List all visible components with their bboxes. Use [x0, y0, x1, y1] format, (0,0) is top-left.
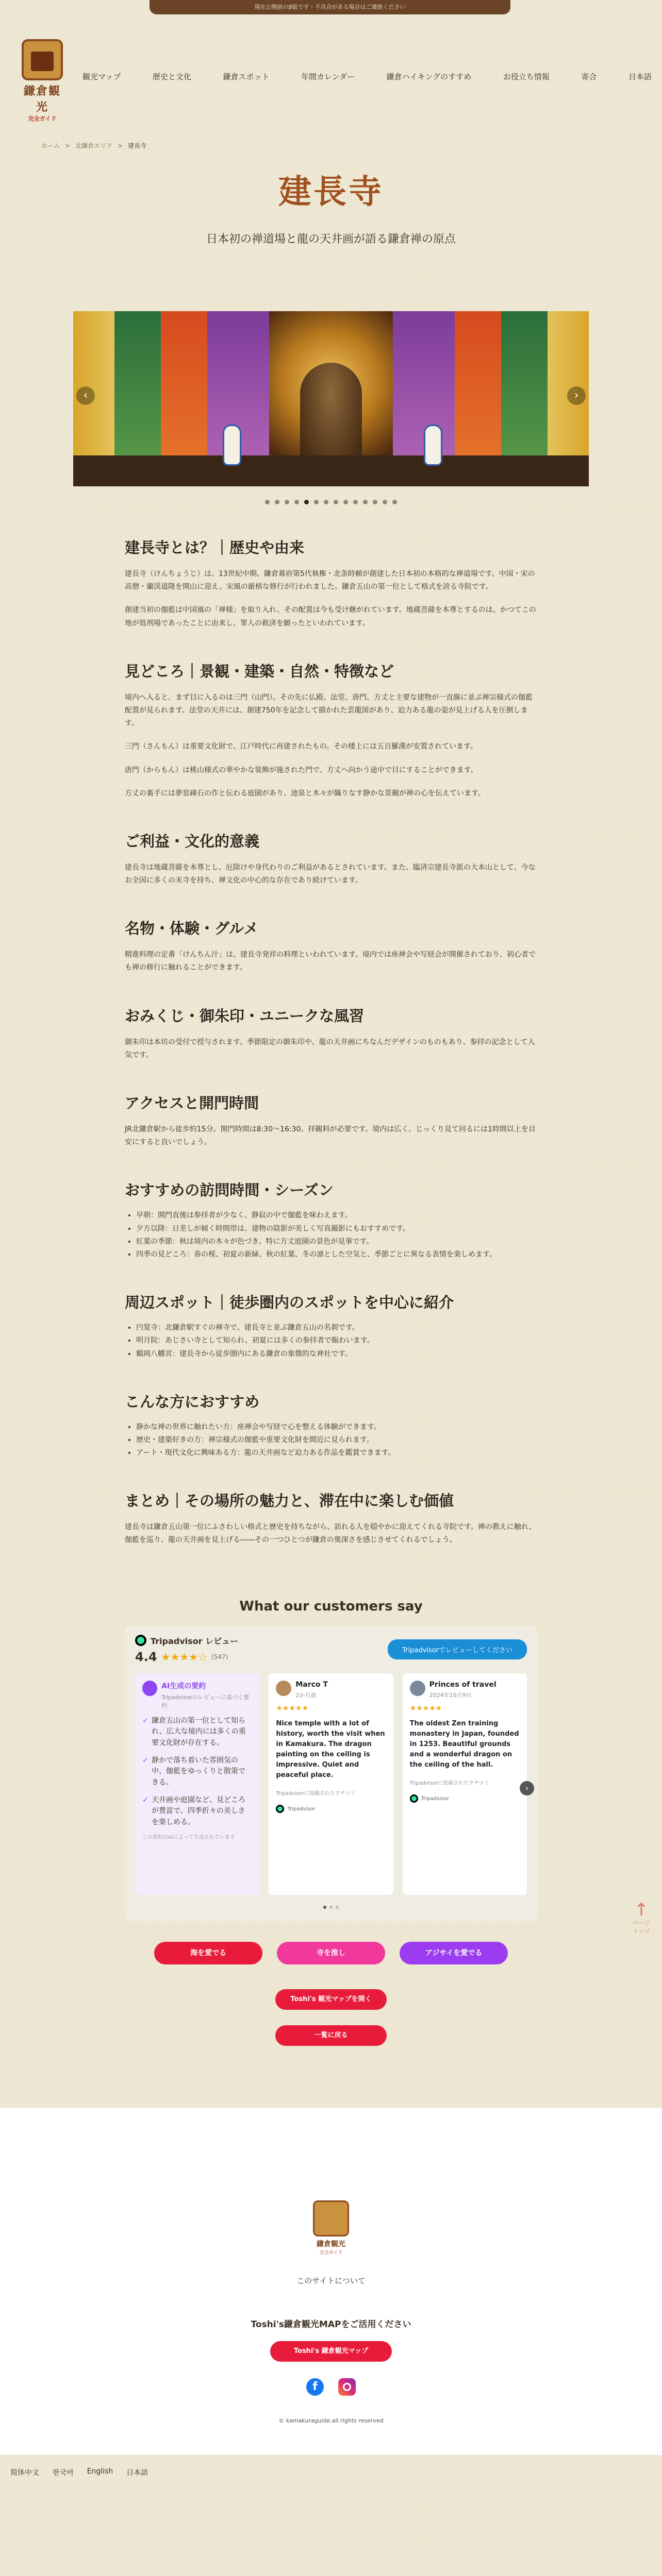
main-nav: [82, 71, 652, 82]
logo-sub: 完全ガイド: [28, 115, 57, 122]
footer-logo-sub: 完全ガイド: [319, 2250, 343, 2256]
reviews-heading: What our customers say: [239, 1598, 423, 1614]
instagram-icon[interactable]: [338, 2378, 356, 2396]
list-item: • 歴史・建築好きの方：禅宗様式の伽藍や重要文化財を間近に見られます。: [136, 1434, 537, 1447]
section-list: [125, 1321, 537, 1361]
section-paragraph: 御朱印は本坊の受付で授与されます。季節限定の御朱印や、龍の天井画にちなんだデザインのものもあり、参拝の記念として人気です。: [125, 1038, 535, 1059]
section-heading: おすすめの訪問時間・シーズン: [125, 1181, 334, 1199]
list-item: • 早朝：開門直後は参拝者が少なく、静寂の中で伽藍を味わえます。: [136, 1209, 537, 1222]
section-heading: 建長寺とは？｜歴史や由来: [125, 539, 305, 556]
section-list: [125, 1421, 537, 1460]
section-list: [125, 1209, 537, 1261]
reviews-next-icon[interactable]: ›: [520, 1781, 534, 1795]
social-links: [0, 2378, 662, 2396]
list-item: • 夕方以降：日差しが傾く時間帯は、建物の陰影が美しく写真撮影にもおすすめです。: [136, 1223, 537, 1235]
ai-summary-item: ✓ 天井画や庭園など、見どころが豊富で、四季折々の美しさを楽しめる。: [142, 1795, 252, 1828]
section-paragraph: 創建当初の伽藍は中国風の「禅様」を取り入れ、その配置は今も受け継がれています。地蔵菩薩を本尊とするのは、かつてこの地が処刑場であったことに由来し、罪人の救済を願ったといわれています。: [125, 606, 536, 628]
review-source: [410, 1794, 520, 1803]
section-paragraph: 境内へ入ると、まず目に入るのは三門（山門）。その先に仏殿、法堂、唐門、方丈と主要な建物が一直線に並ぶ禅宗様式の伽藍配置が見られます。法堂の天井には、創建750年を記念して描かれた雲龍図があり、迫力ある龍の姿が見上げる人を圧倒します。: [125, 693, 533, 728]
reviewer-name: Princes of travel: [429, 1680, 496, 1689]
article-section: [125, 660, 537, 800]
review-text: Nice temple with a lot of history, worth the visit when in Kamakura. The dragon painting on the ceiling is impressive. Quiet and peaceful place.: [276, 1719, 385, 1780]
review-text: The oldest Zen training monastery in Japan, founded in 1253. Beautiful grounds and a wonderful dragon on the ceiling of the hall.: [409, 1719, 519, 1769]
section-heading: 名物・体験・グルメ: [125, 920, 259, 938]
carousel-dot[interactable]: [265, 500, 270, 504]
review-stars: ★★★★★: [276, 1704, 309, 1713]
article-section: [125, 1291, 537, 1361]
ai-source: Tripadvisorのレビューに基づく要約: [161, 1693, 250, 1709]
review-card[interactable]: [403, 1673, 527, 1895]
carousel-dot[interactable]: [334, 500, 338, 504]
breadcrumb: ホーム > 北鎌倉エリア > 建長寺: [41, 142, 147, 149]
article-section: [125, 1489, 537, 1547]
list-item: • アート・現代文化に興味ある方：龍の天井画など迫力ある作品を鑑賞できます。: [136, 1447, 537, 1460]
carousel-dot[interactable]: [383, 500, 387, 504]
breadcrumb-home[interactable]: ホーム: [41, 142, 60, 149]
carousel-dot[interactable]: [363, 500, 368, 504]
site-logo[interactable]: [19, 39, 66, 123]
avatar: [410, 1681, 425, 1696]
like-sea-button[interactable]: 海を愛でる: [154, 1942, 262, 1964]
article-section: [125, 536, 537, 630]
section-heading: ご利益・文化的意義: [125, 832, 260, 850]
article-section: [125, 1092, 537, 1149]
carousel-dot[interactable]: [285, 500, 289, 504]
section-heading: まとめ｜その場所の魅力と、滞在中に楽しむ価値: [125, 1492, 454, 1510]
page-title: 建長寺: [278, 173, 384, 211]
review-source: [276, 1805, 386, 1813]
review-posted: Tripadvisorに投稿されたクチコミ: [276, 1791, 356, 1797]
ai-summary-item: ✓ 鎌倉五山の第一位として知られ、広大な境内には多くの重要文化財が存在する。: [142, 1716, 252, 1749]
carousel-prev-icon[interactable]: ‹: [76, 386, 95, 405]
carousel-dot[interactable]: [343, 500, 348, 504]
facebook-icon[interactable]: f: [306, 2378, 324, 2396]
ai-title: AI生成の要約: [161, 1682, 206, 1690]
vase-right: [424, 425, 442, 466]
carousel-dot[interactable]: [353, 500, 358, 504]
footer-logo-name: 鎌倉観光: [317, 2240, 345, 2248]
tripadvisor-icon: [276, 1805, 284, 1813]
site-header: [0, 15, 662, 122]
review-source-label: Tripadvisor: [287, 1806, 316, 1812]
breadcrumb-area[interactable]: 北鎌倉エリア: [75, 142, 113, 149]
section-heading: 見どころ｜景観・建築・自然・特徴など: [125, 662, 394, 680]
review-stars: ★★★★★: [409, 1704, 442, 1713]
review-posted: Tripadvisorに投稿されたクチコミ: [409, 1781, 489, 1787]
reviews-section: [0, 1599, 662, 1921]
page-subtitle: 日本初の禅道場と龍の天井画が語る鎌倉禅の原点: [206, 233, 456, 246]
article-section: [125, 1005, 537, 1062]
back-to-list-button[interactable]: 一覧に戻る: [275, 2025, 387, 2046]
copyright: © kamakuraguide.all rights reserved: [278, 2417, 384, 2424]
nav-hiking[interactable]: 鎌倉ハイキングのすすめ: [386, 72, 472, 81]
footer-logo[interactable]: [313, 2200, 349, 2236]
photo-carousel[interactable]: [73, 311, 589, 486]
tripadvisor-label: Tripadvisor レビュー: [151, 1636, 239, 1646]
logo-name: 鎌倉観光: [23, 84, 61, 114]
section-paragraph: 唐門（からもん）は桃山様式の華やかな装飾が施された門で、方丈へ向かう途中で目にすることができます。: [125, 766, 478, 774]
rating-score: 4.4: [135, 1649, 157, 1664]
ai-summary-card: [135, 1673, 259, 1895]
breadcrumb-current: 建長寺: [128, 142, 147, 149]
carousel-dot[interactable]: [314, 500, 319, 504]
nav-forum[interactable]: 寄合: [581, 72, 597, 81]
reviews-widget: [125, 1626, 537, 1921]
top-notice: 現在公開前のβ版です・不具合がある場合はご連絡ください: [150, 0, 510, 14]
reviewer-name: Marco T: [295, 1680, 328, 1689]
section-paragraph: 精進料理の定番「けんちん汁」は、建長寺発祥の料理といわれています。境内では座禅会や写経会が開催されており、初心者でも禅の修行に触れることができます。: [125, 951, 536, 972]
logo-mark: [22, 39, 63, 80]
page-top-button[interactable]: [631, 1901, 652, 1935]
vase-left: [223, 425, 241, 466]
ai-icon: [142, 1681, 157, 1696]
tripadvisor-icon: [135, 1635, 146, 1646]
review-date: 2か月前: [295, 1691, 317, 1699]
list-item: • 四季の見どころ：春の桜、初夏の新緑、秋の紅葉、冬の凛とした空気と、季節ごとに異なる表情を楽しめます。: [136, 1248, 537, 1261]
section-heading: おみくじ・御朱印・ユニークな風習: [125, 1007, 365, 1025]
nav-calendar[interactable]: 年間カレンダー: [301, 72, 355, 81]
ai-summary-item: ✓ 静かで落ち着いた雰囲気の中、伽藍をゆっくりと散策できる。: [142, 1755, 252, 1789]
section-paragraph: 三門（さんもん）は重要文化財で、江戸時代に再建されたもの。その楼上には五百羅漢が安置されています。: [125, 742, 478, 751]
section-heading: アクセスと開門時間: [125, 1094, 259, 1112]
avatar: [276, 1681, 291, 1696]
review-source-label: Tripadvisor: [421, 1795, 450, 1802]
nav-spots[interactable]: 鎌倉スポット: [223, 72, 270, 81]
list-item: • 円覚寺：北鎌倉駅すぐの禅寺で、建長寺と並ぶ鎌倉五山の名刹です。: [136, 1321, 537, 1334]
section-paragraph: 方丈の裏手には夢窓疎石の作と伝わる庭園があり、池泉と木々が織りなす静かな景観が禅の心を伝えています。: [125, 789, 485, 798]
section-paragraph: 建長寺は地蔵菩薩を本尊とし、厄除けや身代わりのご利益があるとされています。また、臨済宗建長寺派の大本山として、今なお全国に多くの末寺を持ち、禅文化の中心的な存在であり続けています。: [125, 863, 536, 885]
nav-map[interactable]: 観光マップ: [82, 72, 121, 81]
tripadvisor-brand: [135, 1635, 238, 1647]
about-link[interactable]: このサイトについて: [296, 2276, 366, 2285]
footer-question: Toshi's鎌倉観光MAPをご活用ください: [251, 2319, 411, 2330]
section-paragraph: 建長寺（けんちょうじ）は、13世紀中期、鎌倉幕府第5代執権・北条時頼が創建した日本初の本格的な禅道場です。中国・宋の高僧・蘭渓道隆を開山に迎え、宋風の厳格な修行が行われました。鎌倉五山の第一位として格式を誇る寺院です。: [125, 570, 535, 591]
reviews-pager: [135, 1901, 527, 1911]
rating-stars: ★★★★☆: [161, 1650, 208, 1663]
section-paragraph: 建長寺は鎌倉五山第一位にふさわしい格式と歴史を持ちながら、訪れる人を穏やかに迎えてくれる寺院です。禅の教えに触れ、伽藍を巡り、龍の天井画を見上げる――その一つひとつが鎌倉の奥深さを感じさせてくれるでしょう。: [125, 1523, 536, 1545]
nav-language[interactable]: 日本語: [628, 72, 652, 81]
lang-en[interactable]: English: [87, 2467, 113, 2476]
page-top-label: ページトップ: [633, 1920, 650, 1935]
nav-info[interactable]: お役立ち情報: [503, 72, 550, 81]
arrow-up-icon: ↑: [634, 1900, 649, 1920]
section-paragraph: JR北鎌倉駅から徒歩約15分。開門時間は8:30〜16:30。拝観料が必要です。境内は広く、じっくり見て回るには1時間以上を目安にすると良いでしょう。: [125, 1125, 536, 1147]
carousel-dot[interactable]: [392, 500, 397, 504]
jizo-statue: [300, 363, 362, 466]
like-temple-button[interactable]: 寺を推し: [277, 1942, 385, 1964]
ai-disclaimer: この要約はAIによって生成されています: [142, 1834, 235, 1840]
article-section: [125, 830, 537, 887]
article-section: [125, 917, 537, 974]
article-section: [125, 1391, 537, 1460]
rating-summary: [135, 1650, 238, 1664]
carousel-dot[interactable]: [275, 500, 279, 504]
section-heading: こんな方におすすめ: [125, 1393, 260, 1411]
language-bar: [0, 2455, 662, 2478]
like-buttons: [0, 1942, 662, 1964]
article-section: [125, 1179, 537, 1261]
article: [125, 536, 537, 1547]
open-map-button[interactable]: Toshi's 観光マップを開く: [275, 1989, 387, 2010]
lang-ko[interactable]: 한국어: [53, 2468, 74, 2477]
nav-history[interactable]: 歴史と文化: [152, 72, 191, 81]
like-hydrangea-button[interactable]: アジサイを愛でる: [400, 1942, 508, 1964]
list-item: • 明月院：あじさい寺として知られ、初夏には多くの参拝者で賑わいます。: [136, 1334, 537, 1347]
carousel-dots: [0, 497, 662, 506]
footer-map-button[interactable]: Toshi's 鎌倉観光マップ: [270, 2341, 392, 2362]
lang-zh[interactable]: 简体中文: [10, 2468, 39, 2477]
list-item: • 鶴岡八幡宮：建長寺から徒歩圏内にある鎌倉の象徴的な神社です。: [136, 1348, 537, 1361]
top-bar: [0, 0, 662, 15]
review-card[interactable]: [269, 1673, 393, 1895]
write-review-button[interactable]: Tripadvisorでレビューしてください: [388, 1639, 527, 1659]
list-item: • 紅葉の季節：秋は境内の木々が色づき、特に方丈庭園の景色が見事です。: [136, 1235, 537, 1248]
carousel-dot[interactable]: [373, 500, 377, 504]
rating-count: (547): [211, 1653, 228, 1660]
carousel-dot[interactable]: [304, 500, 309, 504]
altar-floor: [73, 455, 589, 486]
site-footer: [0, 2108, 662, 2455]
carousel-dot[interactable]: [294, 500, 299, 504]
carousel-dot[interactable]: [324, 500, 328, 504]
lang-ja[interactable]: 日本語: [126, 2468, 148, 2477]
tripadvisor-icon: [410, 1794, 418, 1803]
carousel-next-icon[interactable]: ›: [567, 386, 586, 405]
section-heading: 周辺スポット｜徒歩圏内のスポットを中心に紹介: [125, 1294, 454, 1312]
review-date: 2024年10月9日: [429, 1691, 472, 1699]
list-item: • 静かな禅の世界に触れたい方：座禅会や写経で心を整える体験ができます。: [136, 1421, 537, 1434]
